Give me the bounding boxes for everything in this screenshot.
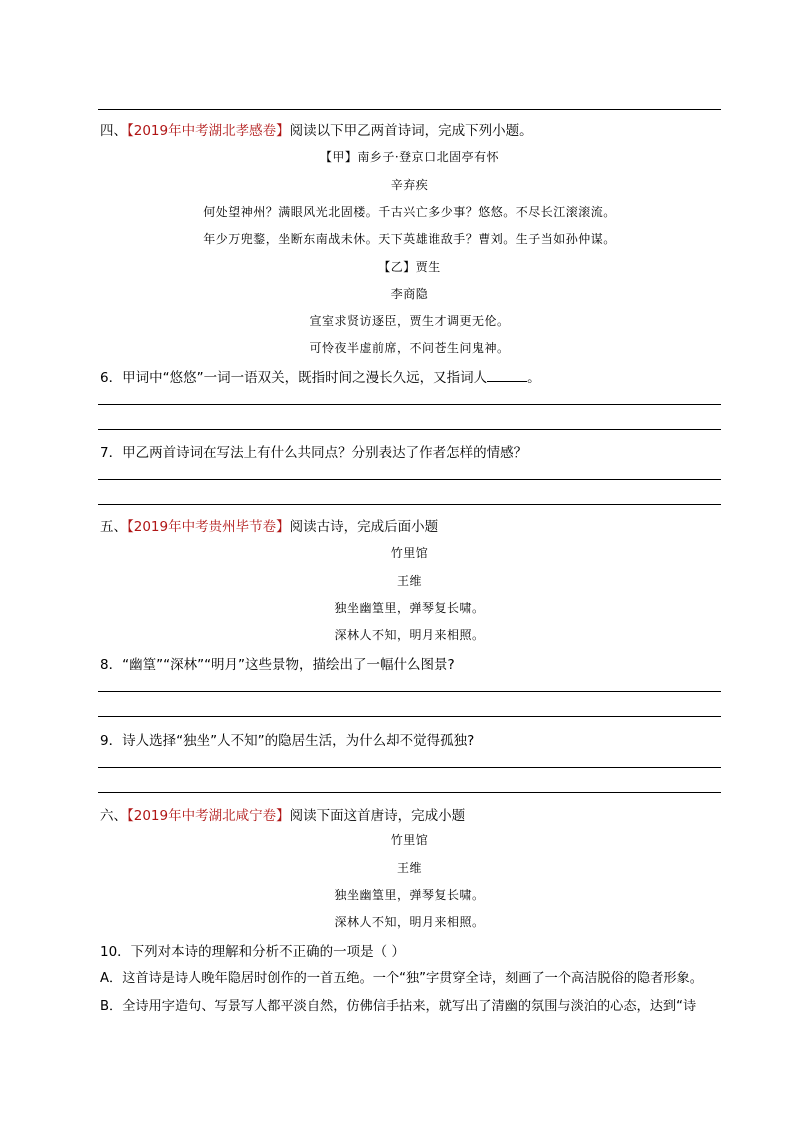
poem-title: 竹里馆 [390, 546, 429, 560]
section6-source: 【2019年中考湖北咸宁卷】 [127, 808, 290, 824]
poem-yi-title: 【乙】贾生 [378, 260, 441, 274]
poem-jia-author: 辛弃疾 [390, 178, 429, 192]
answer-line[interactable] [98, 691, 721, 692]
poem-author: 王维 [396, 574, 422, 588]
answer-line[interactable] [98, 504, 721, 505]
answer-line[interactable] [98, 404, 721, 405]
section6-heading [100, 804, 465, 824]
poem-yi-line: 可怜夜半虚前席，不问苍生问鬼神。 [309, 341, 510, 355]
section4-instruction: 阅读以下甲乙两首诗词，完成下列小题。 [289, 123, 533, 139]
poem-title: 竹里馆 [390, 833, 429, 847]
poem-author: 王维 [396, 861, 422, 875]
question-10: 10．下列对本诗的理解和分析不正确的一项是（ ） [100, 944, 405, 960]
answer-line[interactable] [98, 429, 721, 430]
poem-jia-line: 年少万兜鍪，坐断东南战未休。天下英雄谁敌手？曹刘。生子当如孙仲谋。 [203, 232, 616, 246]
section4-source: 【2019年中考湖北孝感卷】 [127, 123, 290, 139]
poem-jia-line: 何处望神州？满眼风光北固楼。千古兴亡多少事？悠悠。不尽长江滚滚流。 [203, 205, 616, 219]
poem-yi-author: 李商隐 [390, 287, 429, 301]
answer-line[interactable] [98, 479, 721, 480]
poem-jia-title: 【甲】南乡子·登京口北固亭有怀 [319, 150, 500, 164]
answer-line[interactable] [98, 767, 721, 768]
poem-line: 独坐幽篁里，弹琴复长啸。 [334, 601, 485, 615]
section5-number: 五、 [100, 519, 127, 535]
question-7: 7．甲乙两首诗词在写法上有什么共同点？分别表达了作者怎样的情感？ [100, 445, 528, 461]
answer-blank[interactable] [487, 369, 527, 382]
section6-instruction: 阅读下面这首唐诗，完成小题 [289, 808, 466, 824]
section5-instruction: 阅读古诗，完成后面小题 [289, 519, 439, 535]
poem-line: 独坐幽篁里，弹琴复长啸。 [334, 888, 485, 902]
section5-heading [100, 515, 438, 535]
question-6: 6．甲词中“悠悠”一词一语双关，既指时间之漫长久远，又指词人 。 [100, 370, 541, 386]
poem-yi-line: 宣室求贤访逐臣，贾生才调更无伦。 [309, 314, 510, 328]
poem-line: 深林人不知，明月来相照。 [334, 915, 485, 929]
question-9: 9．诗人选择“独坐”人不知”的隐居生活，为什么却不觉得孤独? [100, 733, 475, 749]
section6-number: 六、 [100, 808, 127, 824]
section5-source: 【2019年中考贵州毕节卷】 [127, 519, 290, 535]
question-8: 8．“幽篁”“深林”“明月”这些景物，描绘出了一幅什么图景? [100, 657, 455, 673]
section4-number: 四、 [100, 123, 127, 139]
answer-line[interactable] [98, 792, 721, 793]
option-a[interactable]: A．这首诗是诗人晚年隐居时创作的一首五绝。一个“独”字贯穿全诗，刻画了一个高洁脱俗的隐者形象。 [100, 971, 703, 986]
poem-line: 深林人不知，明月来相照。 [334, 628, 485, 642]
top-divider [98, 109, 721, 110]
answer-line[interactable] [98, 716, 721, 717]
section4-heading [100, 119, 533, 139]
option-b[interactable]: B．全诗用字造句、写景写人都平淡自然，仿佛信手拈来，就写出了清幽的氛围与淡泊的心态，达到“诗 [100, 999, 697, 1014]
